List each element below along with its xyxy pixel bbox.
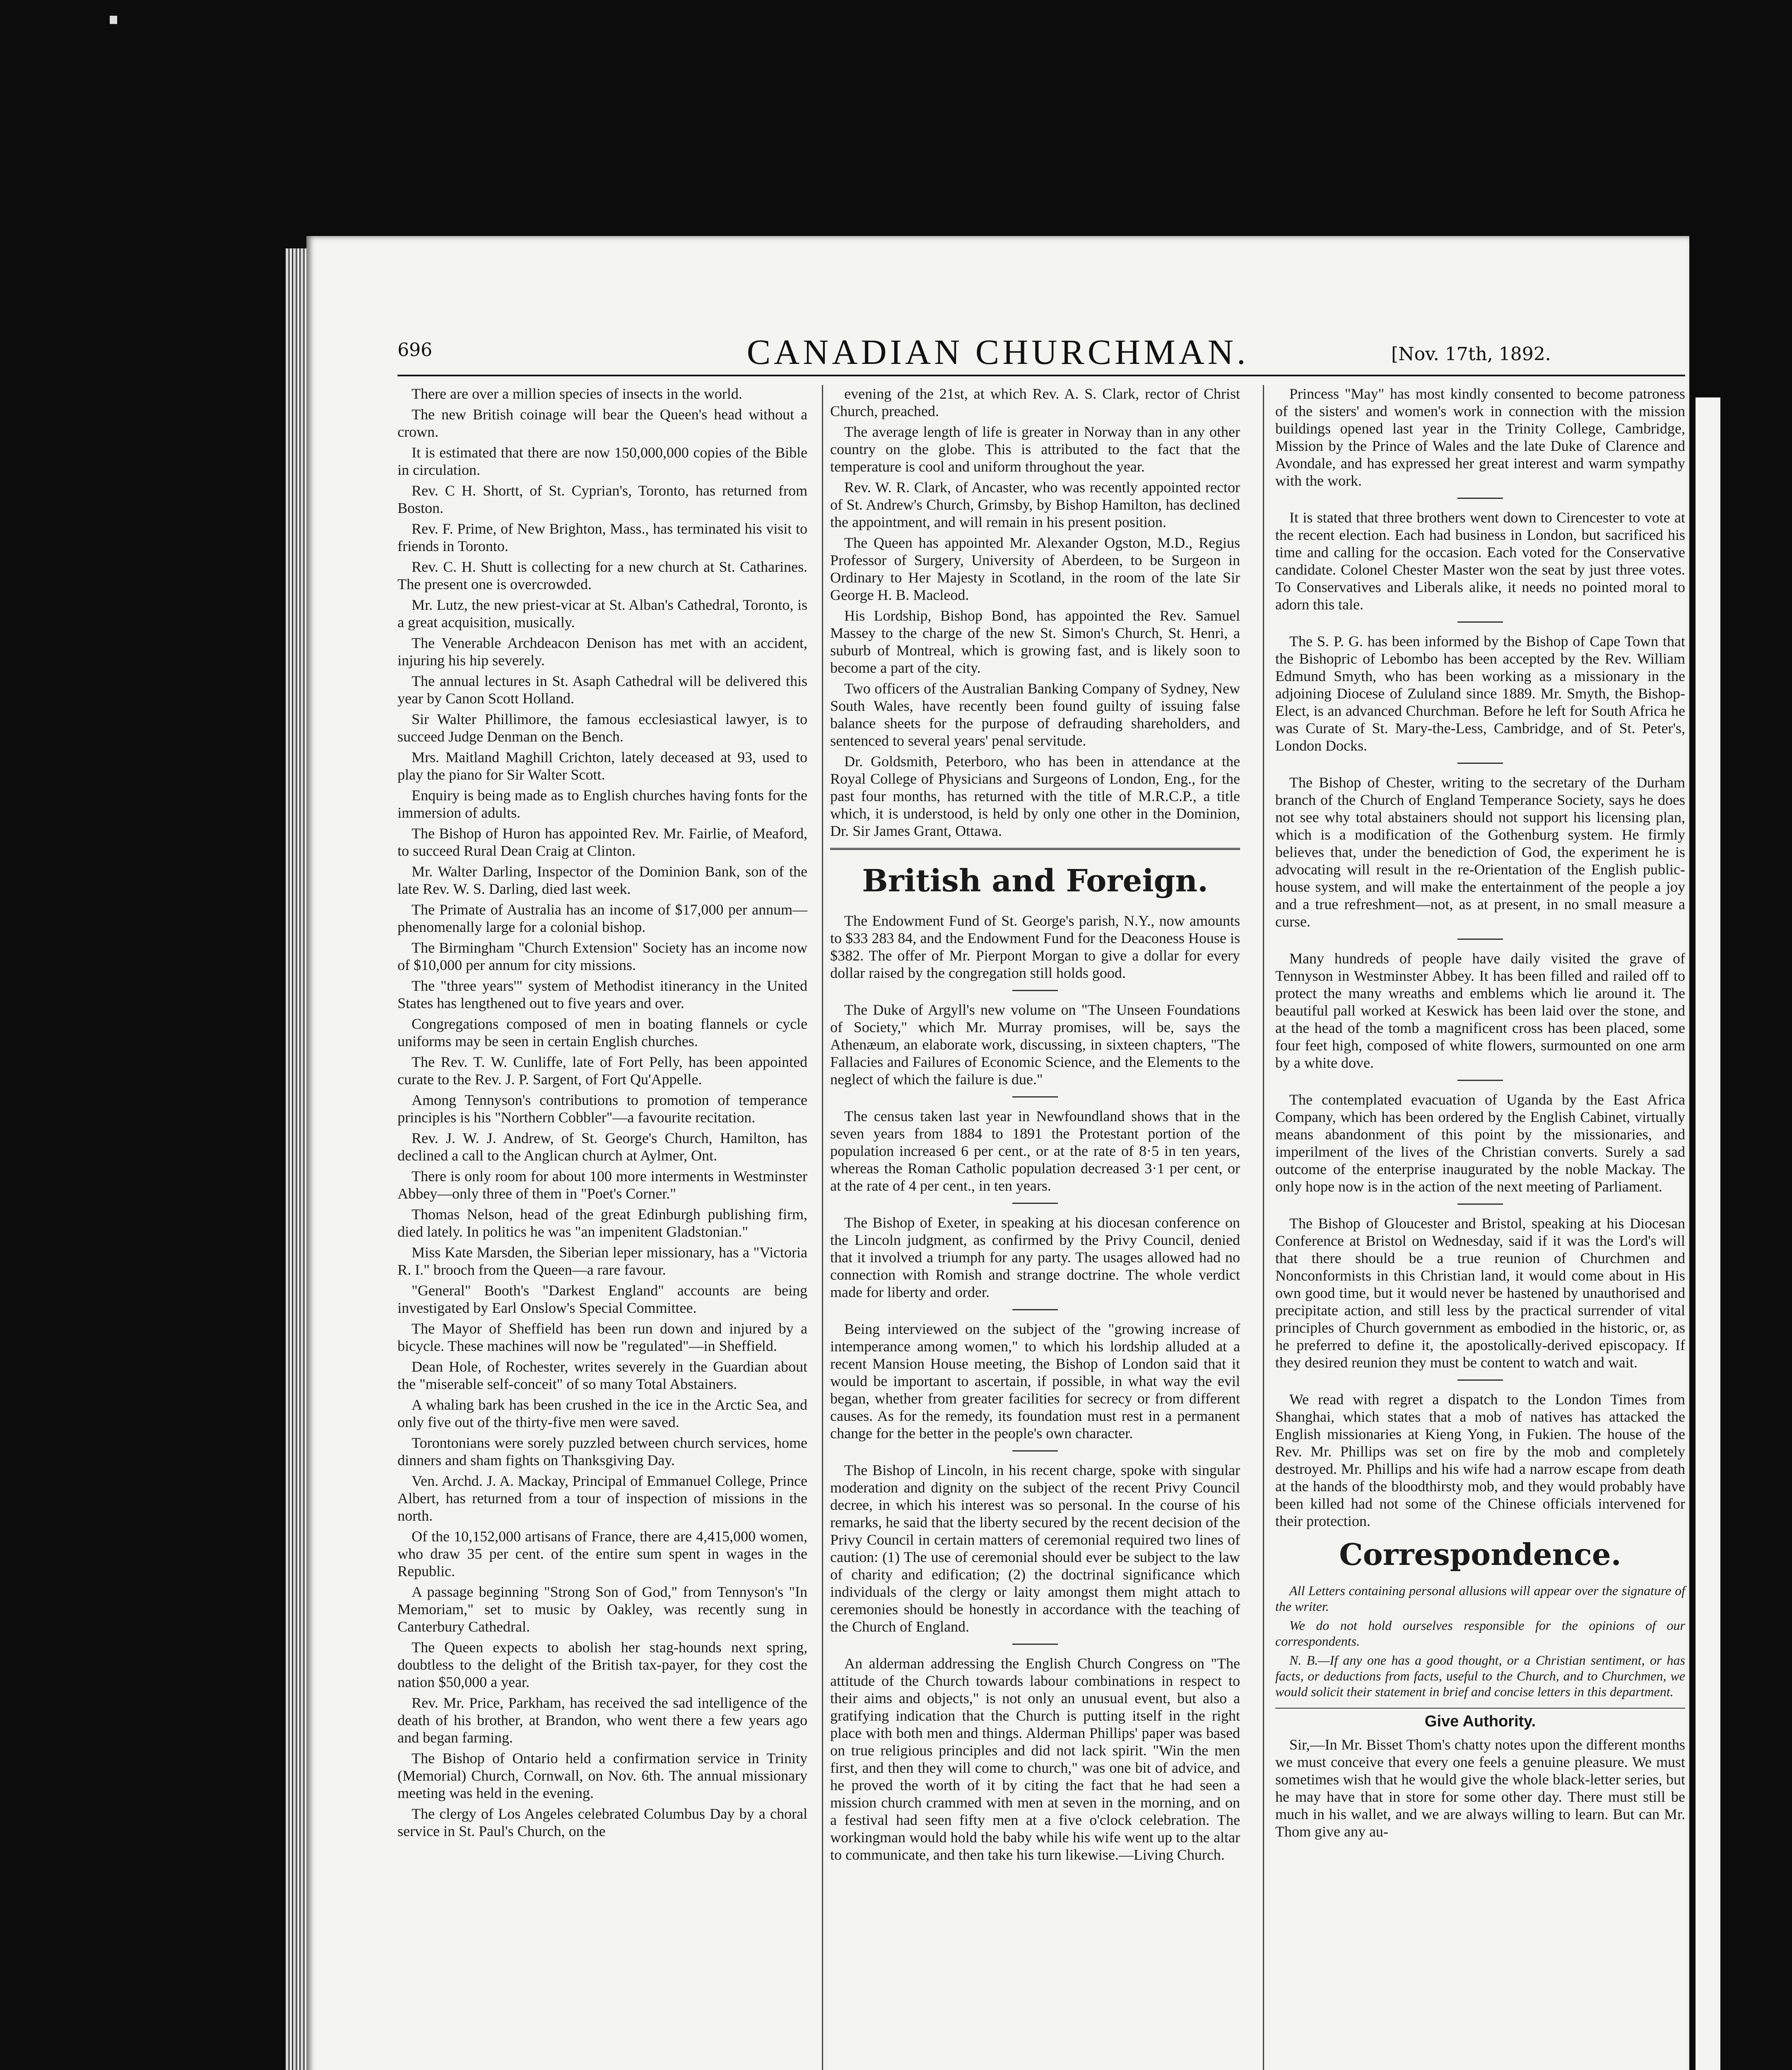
- masthead-title: CANADIAN CHURCHMAN.: [747, 332, 1249, 372]
- page-number: 696: [397, 339, 432, 361]
- column-1: [397, 385, 807, 1843]
- news-paragraph: The Bishop of Gloucester and Bristol, speaking at his Diocesan Conference at Bristol on Wednesday, said if it was the Lord's will that there should be a true reunion of Churchmen and Nonconformists in this Christian land, it would come about in His own good time, but it would never be hastened by unauthorised and precipitate action, and still less by the practical surrender of vital principles of Church government as embodied in the historic, or, as he preferred to define it, the apostolically-derived episcopacy. If they desired reunion they must be content to watch and wait.: [1275, 1215, 1685, 1371]
- issue-date: [Nov. 17th, 1892.: [1391, 344, 1551, 365]
- news-paragraph: The Bishop of Exeter, in speaking at his diocesan conference on the Lincoln judgment, as confirmed by the Privy Council, denied that it involved a triumph for any party. The usages allowed had no connection with Romish and strange doctrine. The whole verdict made for liberty and order.: [830, 1214, 1240, 1300]
- news-items: [1275, 385, 1685, 1530]
- news-paragraph: Mrs. Maitland Maghill Crichton, lately deceased at 93, used to play the piano for Sir Walter Scott.: [397, 749, 807, 783]
- news-paragraph: Rev. W. R. Clark, of Ancaster, who was recently appointed rector of St. Andrew's Church, Grimsby, by Bishop Hamilton, has declined the appointment, and will remain in his present position.: [830, 479, 1240, 530]
- news-paragraph: Among Tennyson's contributions to promotion of temperance principles is his "Northern Cobbler"—a favourite recitation.: [397, 1092, 807, 1126]
- news-paragraph: The average length of life is greater in Norway than in any other country on the globe. This is attributed to the fact that the temperature is cool and uniform throughout the year.: [830, 424, 1240, 475]
- correspondence-notice: All Letters containing personal allusions will appear over the signature of the writer.: [1275, 1583, 1685, 1614]
- news-paragraph: Rev. J. W. J. Andrew, of St. George's Church, Hamilton, has declined a call to the Anglican church at Aylmer, Ont.: [397, 1130, 807, 1164]
- news-paragraph: We read with regret a dispatch to the London Times from Shanghai, which states that a mob of natives has attacked the English missionaries at Kieng Yong, in Fukien. The house of the Rev. Mr. Phillips was set on fire by the mob and completely destroyed. Mr. Phillips and his wife had a narrow escape from death at the hands of the bloodthirsty mob, and they would probably have been killed had not some of the Chinese officials intervened for their protection.: [1275, 1391, 1685, 1529]
- section-heading-british-foreign: British and Foreign.: [830, 848, 1240, 904]
- letter-body: Sir,—In Mr. Bisset Thom's chatty notes upon the different months we must conceive that every one feels a genuine pleasure. We must sometimes wish that he would give the whole black-letter series, but he may have that in store for some other day. There must still be much in his wallet, and we are always willing to learn. But can Mr. Thom give any au-: [1275, 1736, 1685, 1840]
- news-paragraph: The S. P. G. has been informed by the Bishop of Cape Town that the Bishopric of Lebombo has been accepted by the Rev. William Edmund Smyth, who has been working as a missionary in the adjoining Diocese of Zululand since 1889. Mr. Smyth, the Bishop-Elect, is an advanced Churchman. Before he left for South Africa he was Curate of St. Mary-the-Less, Cambridge, and of St. Peter's, London Docks.: [1275, 633, 1685, 754]
- news-paragraph: Princess "May" has most kindly consented to become patroness of the sisters' and women's work in connection with the mission buildings opened last year in the Trinity College, Cambridge, Mission by the Prince of Wales and the late Duke of Clarence and Avondale, and has expressed her great interest and warm sympathy with the work.: [1275, 385, 1685, 489]
- news-paragraph: A whaling bark has been crushed in the ice in the Arctic Sea, and only five out of the thirty-five men were saved.: [397, 1396, 807, 1430]
- news-items: [397, 385, 807, 1840]
- news-paragraph: The Queen expects to abolish her stag-hounds next spring, doubtless to the delight of the British tax-payer, for they cost the nation $50,000 a year.: [397, 1639, 807, 1690]
- news-paragraph: His Lordship, Bishop Bond, has appointed the Rev. Samuel Massey to the charge of the new St. Simon's Church, St. Henri, a suburb of Montreal, which is growing fast, and is likely soon to become a part of the city.: [830, 607, 1240, 676]
- news-paragraph: "General" Booth's "Darkest England" accounts are being investigated by Earl Onslow's Special Committee.: [397, 1282, 807, 1316]
- news-paragraph: The Venerable Archdeacon Denison has met with an accident, injuring his hip severely.: [397, 635, 807, 669]
- news-paragraph: Congregations composed of men in boating flannels or cycle uniforms may be seen in certain English churches.: [397, 1016, 807, 1049]
- item-separator: [1012, 1309, 1058, 1310]
- column-3: [1275, 385, 1685, 1840]
- item-separator: [1457, 763, 1503, 764]
- correspondence-notice: We do not hold ourselves responsible for the opinions of our correspondents.: [1275, 1618, 1685, 1649]
- item-separator: [1012, 1644, 1058, 1645]
- column-divider: [822, 385, 823, 2070]
- item-separator: [1012, 1450, 1058, 1451]
- news-paragraph: A passage beginning "Strong Son of God," from Tennyson's "In Memoriam," set to music by Oakley, was recently sung in Canterbury Cathedral.: [397, 1584, 807, 1635]
- news-paragraph: Two officers of the Australian Banking Company of Sydney, New South Wales, have recently been found guilty of issuing false balance sheets for the purpose of defrauding shareholders, and sentenced to several years' penal servitude.: [830, 680, 1240, 749]
- news-paragraph: The Birmingham "Church Extension" Society has an income now of $10,000 per annum for city missions.: [397, 939, 807, 973]
- news-paragraph: The Duke of Argyll's new volume on "The Unseen Foundations of Society," which Mr. Murray promises, will be, says the Athenæum, an elaborate work, discussing, in sixteen chapters, "The Fallacies and Failures of Economic Science, and the Elements to the neglect of which the failure is due.": [830, 1001, 1240, 1088]
- news-paragraph: The Endowment Fund of St. George's parish, N.Y., now amounts to $33 283 84, and the Endowment Fund for the Deaconess House is $382. The offer of Mr. Pierpont Morgan to give a dollar for every dollar raised by the congregation still holds good.: [830, 912, 1240, 981]
- item-separator: [1457, 1379, 1503, 1381]
- news-paragraph: The census taken last year in Newfoundland shows that in the seven years from 1884 to 1891 the Protestant portion of the population increased 6 per cent., or at the rate of 8·5 in ten years, whereas the Roman Catholic population decreased 3·1 per cent, or at the rate of 4 per cent., in ten years.: [830, 1108, 1240, 1194]
- adjacent-page-edge: [1696, 397, 1720, 2070]
- item-separator: [1012, 990, 1058, 991]
- news-paragraph: The Bishop of Lincoln, in his recent charge, spoke with singular moderation and dignity on the subject of the recent Privy Council decree, in which his interest was so personal. In the course of his remarks, he said that the liberty secured by the recent decision of the Privy Council in certain matters of ceremonial required two lines of caution: (1) The use of ceremonial should ever be subject to the law of charity and edification; (2) the doctrinal significance which individuals of the clergy or laity amongst them might attach to ceremonies should be honestly in accordance with the teaching of the Church of England.: [830, 1462, 1240, 1635]
- item-separator: [1457, 498, 1503, 499]
- news-paragraph: There are over a million species of insects in the world.: [412, 385, 742, 402]
- news-items: [830, 912, 1240, 1863]
- news-paragraph: Ven. Archd. J. A. Mackay, Principal of Emmanuel College, Prince Albert, has returned from a tour of inspection of missions in the north.: [397, 1473, 807, 1524]
- news-paragraph: The Primate of Australia has an income of $17,000 per annum—phenomenally large for a colonial bishop.: [397, 901, 807, 935]
- news-paragraph: Rev. F. Prime, of New Brighton, Mass., has terminated his visit to friends in Toronto.: [397, 520, 807, 554]
- news-paragraph: It is estimated that there are now 150,000,000 copies of the Bible in circulation.: [397, 444, 807, 478]
- news-paragraph: The Queen has appointed Mr. Alexander Ogston, M.D., Regius Professor of Surgery, University of Aberdeen, to be Surgeon in Ordinary to Her Majesty in Scotland, in the room of the late Sir George H. B. Macleod.: [830, 534, 1240, 603]
- news-paragraph: Mr. Walter Darling, Inspector of the Dominion Bank, son of the late Rev. W. S. Darling, died last week.: [397, 863, 807, 897]
- news-paragraph: Rev. C. H. Shutt is collecting for a new church at St. Catharines. The present one is overcrowded.: [397, 558, 807, 592]
- news-paragraph: Many hundreds of people have daily visited the grave of Tennyson in Westminster Abbey. It has been filled and railed off to protect the many wreaths and emblems which lie around it. The beautiful pall worked at Keswick has been laid over the stone, and at the head of the tomb a magnificent cross has been placed, some four feet high, composed of white flowers, surmounted on one arm by a white dove.: [1275, 950, 1685, 1071]
- news-paragraph: The Bishop of Huron has appointed Rev. Mr. Fairlie, of Meaford, to succeed Rural Dean Craig at Clinton.: [397, 825, 807, 859]
- news-paragraph: The "three years'" system of Methodist itinerancy in the United States has lengthened out to five years and over.: [397, 977, 807, 1011]
- item-separator: [1012, 1096, 1058, 1098]
- news-items: [830, 385, 1240, 840]
- item-separator: [1457, 621, 1503, 623]
- news-paragraph: The clergy of Los Angeles celebrated Columbus Day by a choral service in St. Paul's Church, on the: [397, 1805, 807, 1839]
- header-rule: [397, 375, 1685, 376]
- news-paragraph: The Bishop of Ontario held a confirmation service in Trinity (Memorial) Church, Cornwall, on Nov. 6th. The annual missionary meeting was held in the evening.: [397, 1750, 807, 1801]
- correspondence-notice: N. B.—If any one has a good thought, or a Christian sentiment, or has facts, or deductions from facts, useful to the Church, and to Churchmen, we would solicit their statement in brief and concise letters in this department.: [1275, 1653, 1685, 1699]
- scan-mark: [110, 16, 117, 24]
- column-2: [830, 385, 1240, 1867]
- news-paragraph: The Bishop of Chester, writing to the secretary of the Durham branch of the Church of England Temperance Society, says he does not see why total abstainers should not support his licensing plan, which is a modification of the Gothenburg system. He firmly believes that, under the benediction of God, the experiment he is advocating will result in the re-Orientation of the English public-house system, and will make the entertainment of the people a joy and a true refreshment—not, as at present, in no small measure a curse.: [1275, 774, 1685, 930]
- letter-title: Give Authority.: [1275, 1708, 1685, 1730]
- news-paragraph: The contemplated evacuation of Uganda by the East Africa Company, which has been ordered by the English Cabinet, virtually means abandonment of this point by the missionaries, and imperilment of the lives of the Christian converts. Surely a sad outcome of the enterprise inaugurated by the noble Mackay. The only hope now is in the action of the next meeting of Parliament.: [1275, 1091, 1685, 1195]
- news-paragraph: The new British coinage will bear the Queen's head without a crown.: [397, 406, 807, 440]
- news-paragraph: Enquiry is being made as to English churches having fonts for the immersion of adults.: [397, 787, 807, 821]
- item-separator: [1457, 1203, 1503, 1205]
- item-separator: [1012, 1203, 1058, 1204]
- news-paragraph: Sir Walter Phillimore, the famous ecclesiastical lawyer, is to succeed Judge Denman on the Bench.: [397, 711, 807, 745]
- news-paragraph: Mr. Lutz, the new priest-vicar at St. Alban's Cathedral, Toronto, is a great acquisition, musically.: [397, 597, 807, 631]
- news-paragraph: The annual lectures in St. Asaph Cathedral will be delivered this year by Canon Scott Holland.: [397, 673, 807, 707]
- news-paragraph: Dr. Goldsmith, Peterboro, who has been in attendance at the Royal College of Physicians and Surgeons of London, Eng., for the past four months, has returned with the title of M.R.C.P., a title which, it is understood, is held by only one other in the Dominion, Dr. Sir James Grant, Ottawa.: [830, 753, 1240, 839]
- news-paragraph: evening of the 21st, at which Rev. A. S. Clark, rector of Christ Church, preached.: [830, 385, 1240, 419]
- section-heading-correspondence: Correspondence.: [1339, 1537, 1621, 1572]
- news-paragraph: Thomas Nelson, head of the great Edinburgh publishing firm, died lately. In politics he was "an impenitent Gladstonian.": [397, 1206, 807, 1240]
- news-paragraph: The Rev. T. W. Cunliffe, late of Fort Pelly, has been appointed curate to the Rev. J. P. Sargent, of Fort Qu'Appelle.: [397, 1054, 807, 1088]
- news-paragraph: Rev. C H. Shortt, of St. Cyprian's, Toronto, has returned from Boston.: [397, 482, 807, 516]
- item-separator: [1457, 1080, 1503, 1081]
- news-paragraph: Rev. Mr. Price, Parkham, has received the sad intelligence of the death of his brother, at Brandon, who went there a few years ago and began farming.: [397, 1695, 807, 1746]
- news-paragraph: It is stated that three brothers went down to Cirencester to vote at the recent election. Each had business in London, but sacrificed his time and calling for the occasion. Each voted for the Conservative candidate. Colonel Chester Master won the seat by just three votes. To Conservatives and Liberals alike, it needs no pointed moral to adorn this tale.: [1275, 509, 1685, 613]
- news-paragraph: Miss Kate Marsden, the Siberian leper missionary, has a "Victoria R. I." brooch from the Queen—a rare favour.: [397, 1244, 807, 1278]
- column-divider: [1263, 385, 1264, 2070]
- news-paragraph: An alderman addressing the English Church Congress on "The attitude of the Church towards labour combinations in respect to their aims and objects," is not only an unusual event, but also a gratifying indication that the Church is putting itself in the right place with both men and things. Alderman Phillips' paper was based on true religious principles and did not lack spirit. "Win the men first, and then they will come to church," was one bit of advice, and he proved the worth of it by citing the fact that he had seen a mission church crammed with men at seven in the morning, and on a festival had seen fifty men at a five o'clock celebration. The workingman would hold the baby while his wife went up to the altar to communicate, and then take his turn likewise.—Living Church.: [830, 1655, 1240, 1863]
- news-paragraph: Being interviewed on the subject of the "growing increase of intemperance among women," to which his lordship alluded at a recent Mansion House meeting, the Bishop of London said that it would be important to ascertain, if possible, in what way the evil began, whether from greater facilities for secrecy or from different causes. As for the remedy, its foundation must rest in a permanent change for the better in the people's own character.: [830, 1321, 1240, 1442]
- item-separator: [1457, 939, 1503, 940]
- news-paragraph: There is only room for about 100 more interments in Westminster Abbey—only three of them in "Poet's Corner.": [397, 1168, 807, 1202]
- news-paragraph: Torontonians were sorely puzzled between church services, home dinners and sham fights on Thanksgiving Day.: [397, 1435, 807, 1468]
- news-paragraph: The Mayor of Sheffield has been run down and injured by a bicycle. These machines will now be "regulated"—in Sheffield.: [397, 1320, 807, 1354]
- news-paragraph: Of the 10,152,000 artisans of France, there are 4,415,000 women, who draw 35 per cent. of the entire sum spent in wages in the Republic.: [397, 1528, 807, 1579]
- news-paragraph: Dean Hole, of Rochester, writes severely in the Guardian about the "miserable self-conceit" of so many Total Abstainers.: [397, 1358, 807, 1392]
